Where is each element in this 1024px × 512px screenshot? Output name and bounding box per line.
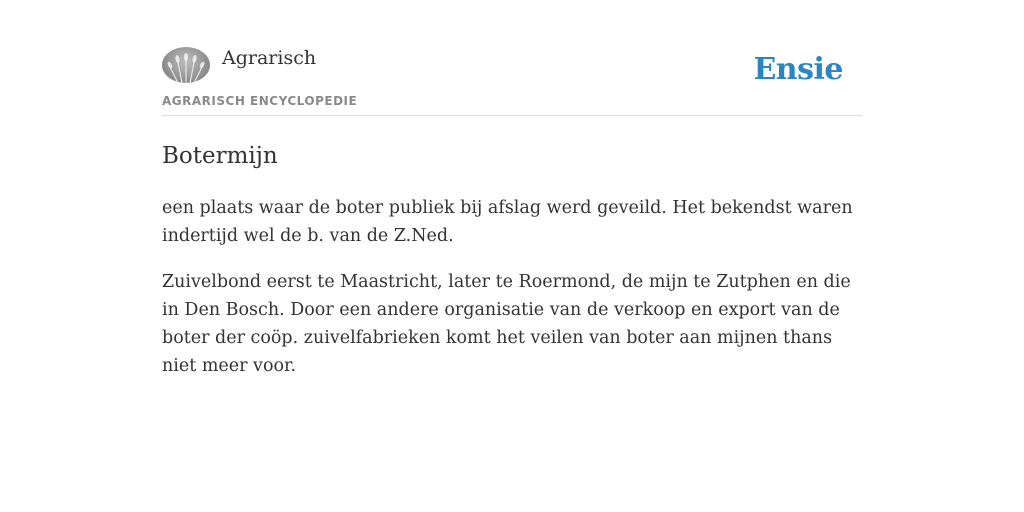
article-paragraph: Zuivelbond eerst te Maastricht, later te Roermond, de mijn te Zutphen en die in Den Bosch. Door een andere organisatie van de verkoop en export van de boter der coöp. zuivelfabrieken komt het veilen van boter aan mijnen thans niet meer voor. [162, 272, 851, 376]
site-name[interactable]: Agrarisch [222, 47, 317, 69]
site-header [162, 46, 862, 116]
wheat-icon [162, 47, 210, 83]
article-title: Botermijn [162, 143, 278, 169]
page [162, 0, 862, 380]
article-paragraph: een plaats waar de boter publiek bij afslag werd geveild. Het bekendst waren indertijd wel de b. van de Z.Ned. [162, 198, 853, 246]
site-subtitle: AGRARISCH ENCYCLOPEDIE [162, 94, 358, 108]
article-body [162, 194, 862, 380]
brand-logo-link[interactable]: Ensie [753, 52, 843, 87]
